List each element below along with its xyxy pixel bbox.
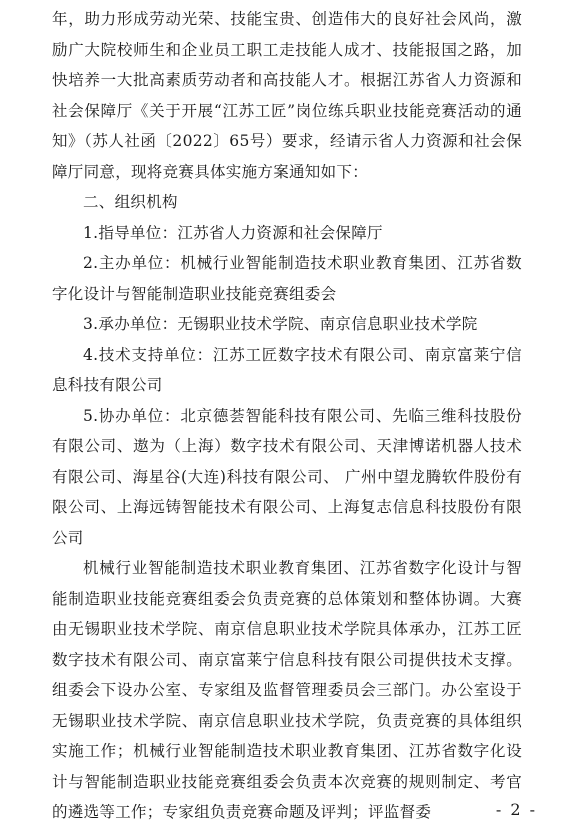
document-body [52,4,522,828]
intro-paragraph: 年，助力形成劳动光荣、技能宝贵、创造伟大的良好社会风尚，激励广大院校师生和企业员工职工走技能人成才、技能报国之路，加快培养一大批高素质劳动者和高技能人才。根据江苏省人力资源和社会保障厅《关于开展“江苏工匠”岗位练兵职业技能竞赛活动的通知》（苏人社函〔2022〕65号）要求，经请示省人力资源和社会保障厅同意，现将竞赛具体实施方案通知如下： [52,10,522,181]
list-item-tech-support-unit: 4.技术支持单位：江苏工匠数字技术有限公司、南京富莱宁信息科技有限公司 [52,345,522,394]
page-number: - 2 - [495,800,537,819]
list-item-host-unit: 2.主办单位：机械行业智能制造技术职业教育集团、江苏省数字化设计与智能制造职业技能竞赛组委会 [52,254,522,303]
organization-summary-paragraph: 机械行业智能制造技术职业教育集团、江苏省数字化设计与智能制造职业技能竞赛组委会负责竞赛的总体策划和整体协调。大赛由无锡职业技术学院、南京信息职业技术学院具体承办，江苏工匠数字技术有限公司、南京富莱宁信息科技有限公司提供技术支撑。组委会下设办公室、专家组及监督管理委员会三部门。办公室设于无锡职业技术学院、南京信息职业技术学院，负责竞赛的具体组织实施工作；机械行业智能制造技术职业教育集团、江苏省数字化设计与智能制造职业技能竞赛组委会负责本次竞赛的规则制定、考官的遴选等工作；专家组负责竞赛命题及评判；评监督委 [52,559,522,821]
section-heading-organization: 二、组织机构 [83,193,178,211]
list-item-co-organizer-unit: 5.协办单位：北京德荟智能科技有限公司、先临三维科技股份有限公司、遨为（上海）数字技术有限公司、天津博诺机器人技术有限公司、海星谷(大连)科技有限公司、 广州中望龙腾软件股份有限公司、上海远铸智能技术有限公司、上海复志信息科技股份有限公司 [52,406,522,547]
list-item-guiding-unit: 1.指导单位：江苏省人力资源和社会保障厅 [83,223,383,242]
list-item-organizer-unit: 3.承办单位：无锡职业技术学院、南京信息职业技术学院 [83,315,478,333]
